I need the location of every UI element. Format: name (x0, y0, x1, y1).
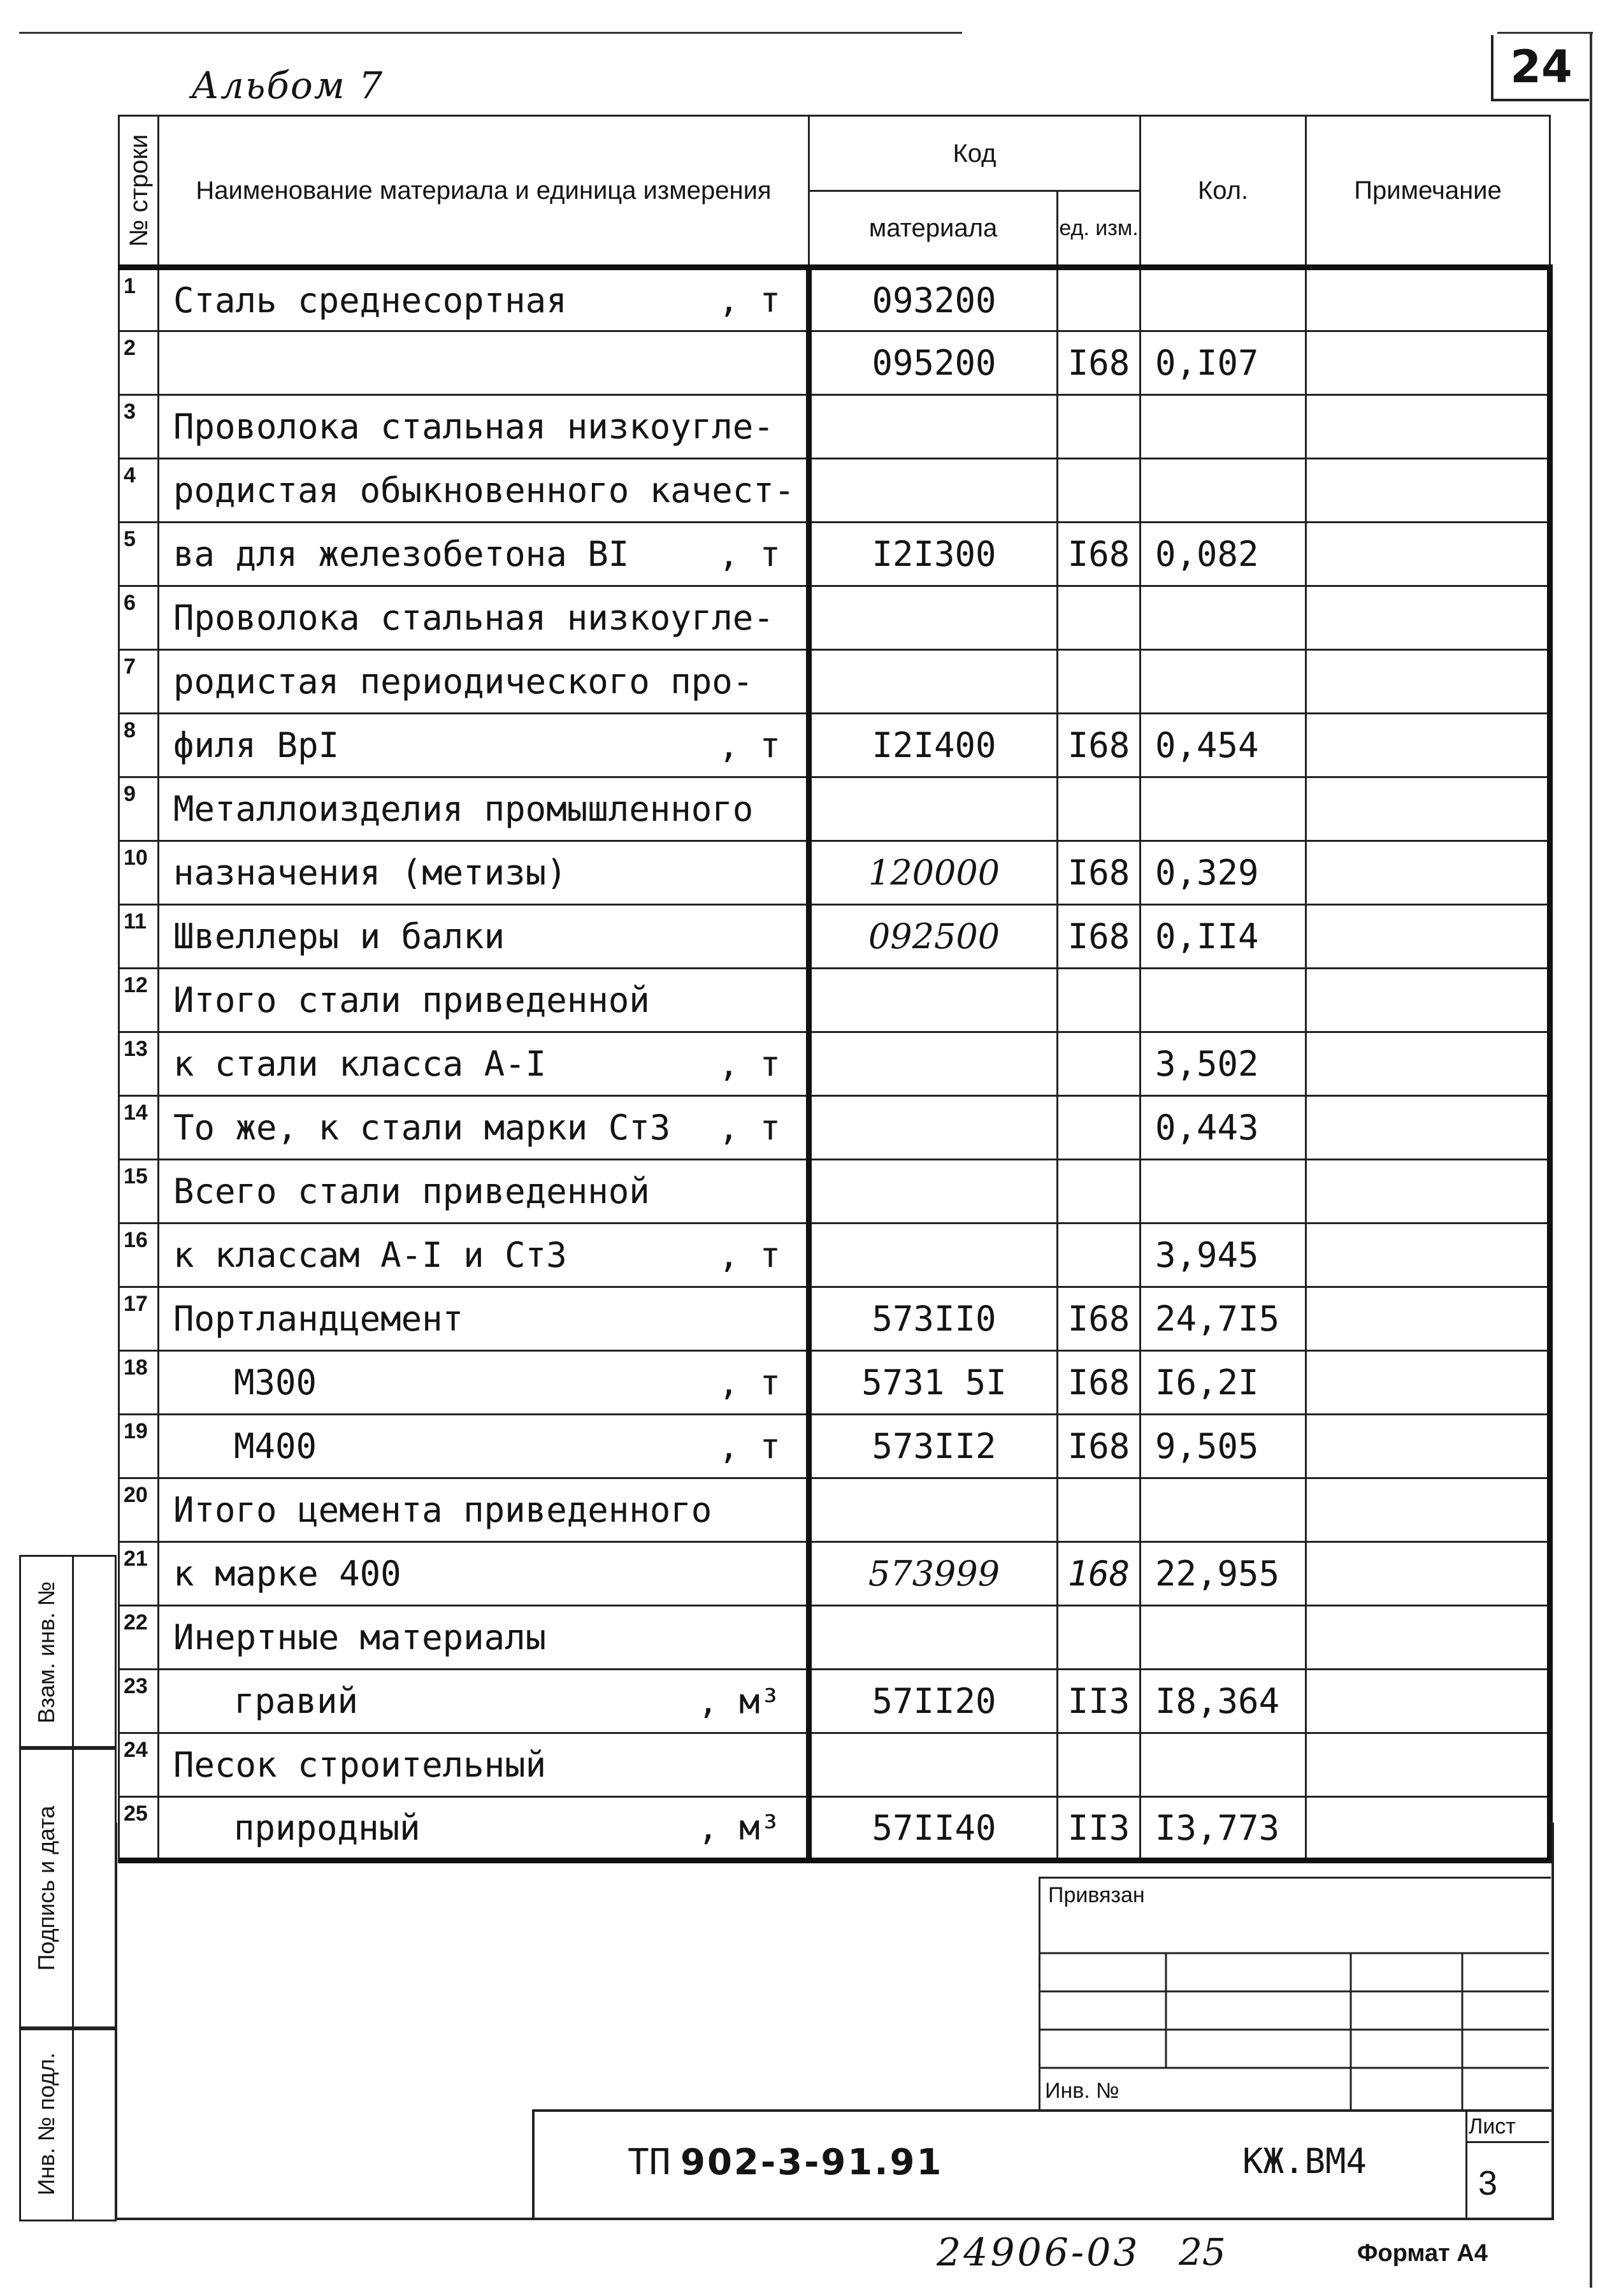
row-number: 12 (119, 969, 159, 1032)
unit-code (1058, 459, 1140, 523)
unit-code: I68 (1058, 1415, 1140, 1478)
side-vzam-inv-blank (70, 1555, 117, 1750)
material-name-text: Итого стали приведенной (173, 980, 650, 1020)
table-row (119, 395, 1550, 459)
material-code: 093200 (809, 268, 1058, 331)
note (1306, 905, 1550, 969)
material-name (159, 1351, 809, 1415)
material-code (809, 650, 1058, 714)
header-code-unit: ед. изм. (1058, 191, 1140, 268)
header-code: Код (809, 116, 1140, 191)
material-name (159, 1032, 809, 1096)
table-row (119, 841, 1550, 905)
doc-number: 902-3-91.91 (680, 2142, 944, 2183)
row-number: 5 (119, 523, 159, 586)
material-name-text: М300 (234, 1362, 317, 1403)
row-number: 14 (119, 1096, 159, 1160)
material-code: 57II20 (809, 1670, 1058, 1733)
side-podpis-data: Подпись и дата (19, 1746, 74, 2030)
material-name (159, 1415, 809, 1478)
material-name-text: Всего стали приведенной (173, 1171, 650, 1211)
row-number: 3 (119, 395, 159, 459)
row-number: 16 (119, 1224, 159, 1287)
material-name-text: к классам A-I и Ст3 (173, 1235, 567, 1275)
quantity (1140, 1478, 1306, 1542)
material-code (809, 1160, 1058, 1224)
material-name (159, 777, 809, 841)
material-code: 573999 (809, 1542, 1058, 1606)
doc-mark: КЖ.ВМ4 (1242, 2141, 1367, 2181)
material-name-text: гравий (234, 1681, 359, 1721)
note (1306, 523, 1550, 586)
row-number: 17 (119, 1287, 159, 1351)
privyazan-grid (1039, 1877, 1549, 2109)
unit-code (1058, 777, 1140, 841)
material-name-text: Металлоизделия промышленного (173, 789, 754, 829)
material-name-text: родистая обыкновенного качест- (173, 470, 795, 510)
material-name-text: Проволока стальная низкоугле- (173, 407, 774, 447)
material-code (809, 459, 1058, 523)
inv-no-label: Инв. № (1045, 2079, 1119, 2103)
row-number: 15 (119, 1160, 159, 1224)
unit-text: , т (718, 280, 781, 321)
unit-code: I68 (1058, 1287, 1140, 1351)
unit-code: I68 (1058, 331, 1140, 395)
material-name (159, 841, 809, 905)
material-code: 092500 (809, 905, 1058, 969)
unit-text: , т (718, 1044, 781, 1084)
material-code: 573II0 (809, 1287, 1058, 1351)
material-code (809, 1733, 1058, 1797)
material-name-text: М400 (234, 1426, 317, 1466)
material-name (159, 1160, 809, 1224)
row-number: 13 (119, 1032, 159, 1096)
note (1306, 395, 1550, 459)
spec-body (119, 268, 1550, 1861)
material-code: 573II2 (809, 1415, 1058, 1478)
table-row (119, 523, 1550, 586)
material-code: I2I400 (809, 714, 1058, 777)
table-row (119, 1351, 1550, 1415)
unit-text: , т (718, 1235, 781, 1275)
row-number: 9 (119, 777, 159, 841)
quantity: 0,II4 (1140, 905, 1306, 969)
unit-code (1058, 1160, 1140, 1224)
note (1306, 714, 1550, 777)
note (1306, 268, 1550, 331)
material-name-text: к стали класса A-I (173, 1044, 547, 1084)
material-name (159, 905, 809, 969)
material-name-text: Швеллеры и балки (173, 916, 505, 957)
frame-top-line (19, 32, 962, 34)
unit-text: , м³ (697, 1681, 781, 1721)
note (1306, 1478, 1550, 1542)
material-name (159, 1287, 809, 1351)
table-row (119, 969, 1550, 1032)
unit-text: , т (718, 1426, 781, 1466)
table-row (119, 1032, 1550, 1096)
unit-code: II3 (1058, 1797, 1140, 1861)
table-row (119, 1542, 1550, 1606)
material-code (809, 586, 1058, 650)
header-qty: Кол. (1140, 116, 1306, 268)
material-code: 5731 5I (809, 1351, 1058, 1415)
table-row (119, 1478, 1550, 1542)
table-row (119, 586, 1550, 650)
table-row (119, 1415, 1550, 1478)
table-row (119, 777, 1550, 841)
material-code: 57II40 (809, 1797, 1058, 1861)
note (1306, 1606, 1550, 1670)
quantity: 0,329 (1140, 841, 1306, 905)
quantity: 3,945 (1140, 1224, 1306, 1287)
side-inv-podl: Инв. № подл. (19, 2026, 74, 2221)
quantity (1140, 650, 1306, 714)
unit-code (1058, 650, 1140, 714)
row-number: 22 (119, 1606, 159, 1670)
unit-code (1058, 1478, 1140, 1542)
material-name (159, 1096, 809, 1160)
quantity: 0,I07 (1140, 331, 1306, 395)
footer-page: 25 (1179, 2230, 1226, 2274)
row-number: 10 (119, 841, 159, 905)
row-number: 24 (119, 1733, 159, 1797)
album-label: Альбом 7 (191, 64, 384, 107)
row-number: 20 (119, 1478, 159, 1542)
table-row (119, 1224, 1550, 1287)
material-name-text: филя BpI (173, 725, 340, 765)
row-number: 11 (119, 905, 159, 969)
note (1306, 1032, 1550, 1096)
material-name-text: природный (234, 1807, 421, 1848)
note (1306, 841, 1550, 905)
unit-code (1058, 1606, 1140, 1670)
material-code (809, 395, 1058, 459)
table-row (119, 905, 1550, 969)
quantity (1140, 969, 1306, 1032)
table-row (119, 331, 1550, 395)
material-name-text: родистая периодического про- (173, 661, 754, 702)
doc-code (628, 2141, 943, 2183)
quantity (1140, 395, 1306, 459)
material-code (809, 777, 1058, 841)
frame-right-line (1590, 32, 1592, 2288)
side-inv-podl-blank (70, 2026, 117, 2221)
note (1306, 331, 1550, 395)
row-number: 7 (119, 650, 159, 714)
quantity (1140, 1160, 1306, 1224)
material-name-text: То же, к стали марки Ст3 (173, 1108, 671, 1148)
unit-code (1058, 969, 1140, 1032)
note (1306, 1224, 1550, 1287)
material-name (159, 1224, 809, 1287)
material-name-text: Сталь среднесортная (173, 280, 567, 321)
header-row-no: № строки (119, 116, 159, 268)
quantity (1140, 268, 1306, 331)
quantity: I8,364 (1140, 1670, 1306, 1733)
header-name: Наименование материала и единица измерения (159, 116, 809, 268)
row-number: 18 (119, 1351, 159, 1415)
note (1306, 777, 1550, 841)
quantity: 3,502 (1140, 1032, 1306, 1096)
material-name-text: ва для железобетона BI (173, 534, 630, 574)
note (1306, 1670, 1550, 1733)
unit-code (1058, 1733, 1140, 1797)
quantity: 22,955 (1140, 1542, 1306, 1606)
material-code: 120000 (809, 841, 1058, 905)
unit-code: I68 (1058, 1351, 1140, 1415)
sheet-label: Лист (1469, 2114, 1516, 2139)
material-code: I2I300 (809, 523, 1058, 586)
material-name (159, 586, 809, 650)
row-number: 2 (119, 331, 159, 395)
row-number: 21 (119, 1542, 159, 1606)
note (1306, 586, 1550, 650)
unit-code: I68 (1058, 523, 1140, 586)
note (1306, 459, 1550, 523)
material-name (159, 523, 809, 586)
quantity (1140, 777, 1306, 841)
row-number: 1 (119, 268, 159, 331)
unit-code (1058, 395, 1140, 459)
row-number: 25 (119, 1797, 159, 1861)
privyazan-label: Привязан (1048, 1883, 1145, 1907)
note (1306, 650, 1550, 714)
unit-code: I68 (1058, 841, 1140, 905)
unit-text: , т (718, 534, 781, 574)
unit-code: II3 (1058, 1670, 1140, 1733)
material-name (159, 969, 809, 1032)
table-row (119, 1160, 1550, 1224)
material-name-text: Инертные материалы (173, 1617, 547, 1657)
header-code-material: материала (809, 191, 1058, 268)
unit-code: I68 (1058, 905, 1140, 969)
note (1306, 1096, 1550, 1160)
unit-code (1058, 586, 1140, 650)
row-number: 19 (119, 1415, 159, 1478)
page-number: 24 (1491, 35, 1589, 101)
unit-code: 168 (1058, 1542, 1140, 1606)
sheet-number: 3 (1478, 2164, 1498, 2202)
material-name (159, 1670, 809, 1733)
material-name (159, 331, 809, 395)
quantity (1140, 1606, 1306, 1670)
unit-text: , т (718, 725, 781, 765)
quantity (1140, 1733, 1306, 1797)
privyazan-box (1039, 1877, 1551, 2111)
frame-top-line-right (1497, 32, 1593, 34)
side-vzam-inv: Взам. инв. № (19, 1555, 74, 1750)
quantity: 0,443 (1140, 1096, 1306, 1160)
note (1306, 1351, 1550, 1415)
material-name-text: назначения (метизы) (173, 853, 567, 893)
material-name (159, 459, 809, 523)
material-code (809, 1606, 1058, 1670)
row-number: 4 (119, 459, 159, 523)
material-spec-table (118, 115, 1553, 1863)
unit-code (1058, 268, 1140, 331)
unit-text: , т (718, 1362, 781, 1403)
material-name (159, 650, 809, 714)
doc-prefix: ТП (628, 2142, 671, 2183)
material-name (159, 1478, 809, 1542)
material-name-text: Портландцемент (173, 1299, 464, 1339)
table-row (119, 1733, 1550, 1797)
table-row (119, 1670, 1550, 1733)
material-name (159, 395, 809, 459)
material-name (159, 1542, 809, 1606)
row-number: 23 (119, 1670, 159, 1733)
quantity: I3,773 (1140, 1797, 1306, 1861)
table-row (119, 1096, 1550, 1160)
quantity (1140, 586, 1306, 650)
material-name (159, 1733, 809, 1797)
header-note: Примечание (1306, 116, 1550, 268)
table-row (119, 1606, 1550, 1670)
note (1306, 969, 1550, 1032)
table-row (119, 459, 1550, 523)
note (1306, 1415, 1550, 1478)
archive-number: 24906-03 (937, 2230, 1140, 2275)
note (1306, 1542, 1550, 1606)
unit-code: I68 (1058, 714, 1140, 777)
quantity (1140, 459, 1306, 523)
quantity: 0,082 (1140, 523, 1306, 586)
side-podpis-blank (70, 1746, 117, 2030)
unit-code (1058, 1032, 1140, 1096)
note (1306, 1160, 1550, 1224)
quantity: 9,505 (1140, 1415, 1306, 1478)
sheet-divider (1465, 2141, 1549, 2143)
table-row (119, 650, 1550, 714)
material-name (159, 1606, 809, 1670)
material-name-text: к марке 400 (173, 1554, 401, 1594)
row-number: 8 (119, 714, 159, 777)
table-row (119, 268, 1550, 331)
table-row (119, 1287, 1550, 1351)
unit-text: , м³ (697, 1807, 781, 1848)
material-code (809, 1478, 1058, 1542)
material-name-text: Проволока стальная низкоугле- (173, 598, 774, 638)
quantity: I6,2I (1140, 1351, 1306, 1415)
note (1306, 1287, 1550, 1351)
material-name-text: Итого цемента приведенного (173, 1490, 712, 1530)
material-code (809, 1096, 1058, 1160)
material-name-text: Песок строительный (173, 1745, 547, 1785)
material-code (809, 969, 1058, 1032)
unit-code (1058, 1096, 1140, 1160)
quantity: 0,454 (1140, 714, 1306, 777)
material-name (159, 714, 809, 777)
material-code (809, 1032, 1058, 1096)
format-label: Формат А4 (1357, 2240, 1488, 2267)
row-number: 6 (119, 586, 159, 650)
unit-text: , т (718, 1108, 781, 1148)
table-row (119, 714, 1550, 777)
note (1306, 1733, 1550, 1797)
unit-code (1058, 1224, 1140, 1287)
quantity: 24,7I5 (1140, 1287, 1306, 1351)
material-name (159, 268, 809, 331)
material-code: 095200 (809, 331, 1058, 395)
material-code (809, 1224, 1058, 1287)
